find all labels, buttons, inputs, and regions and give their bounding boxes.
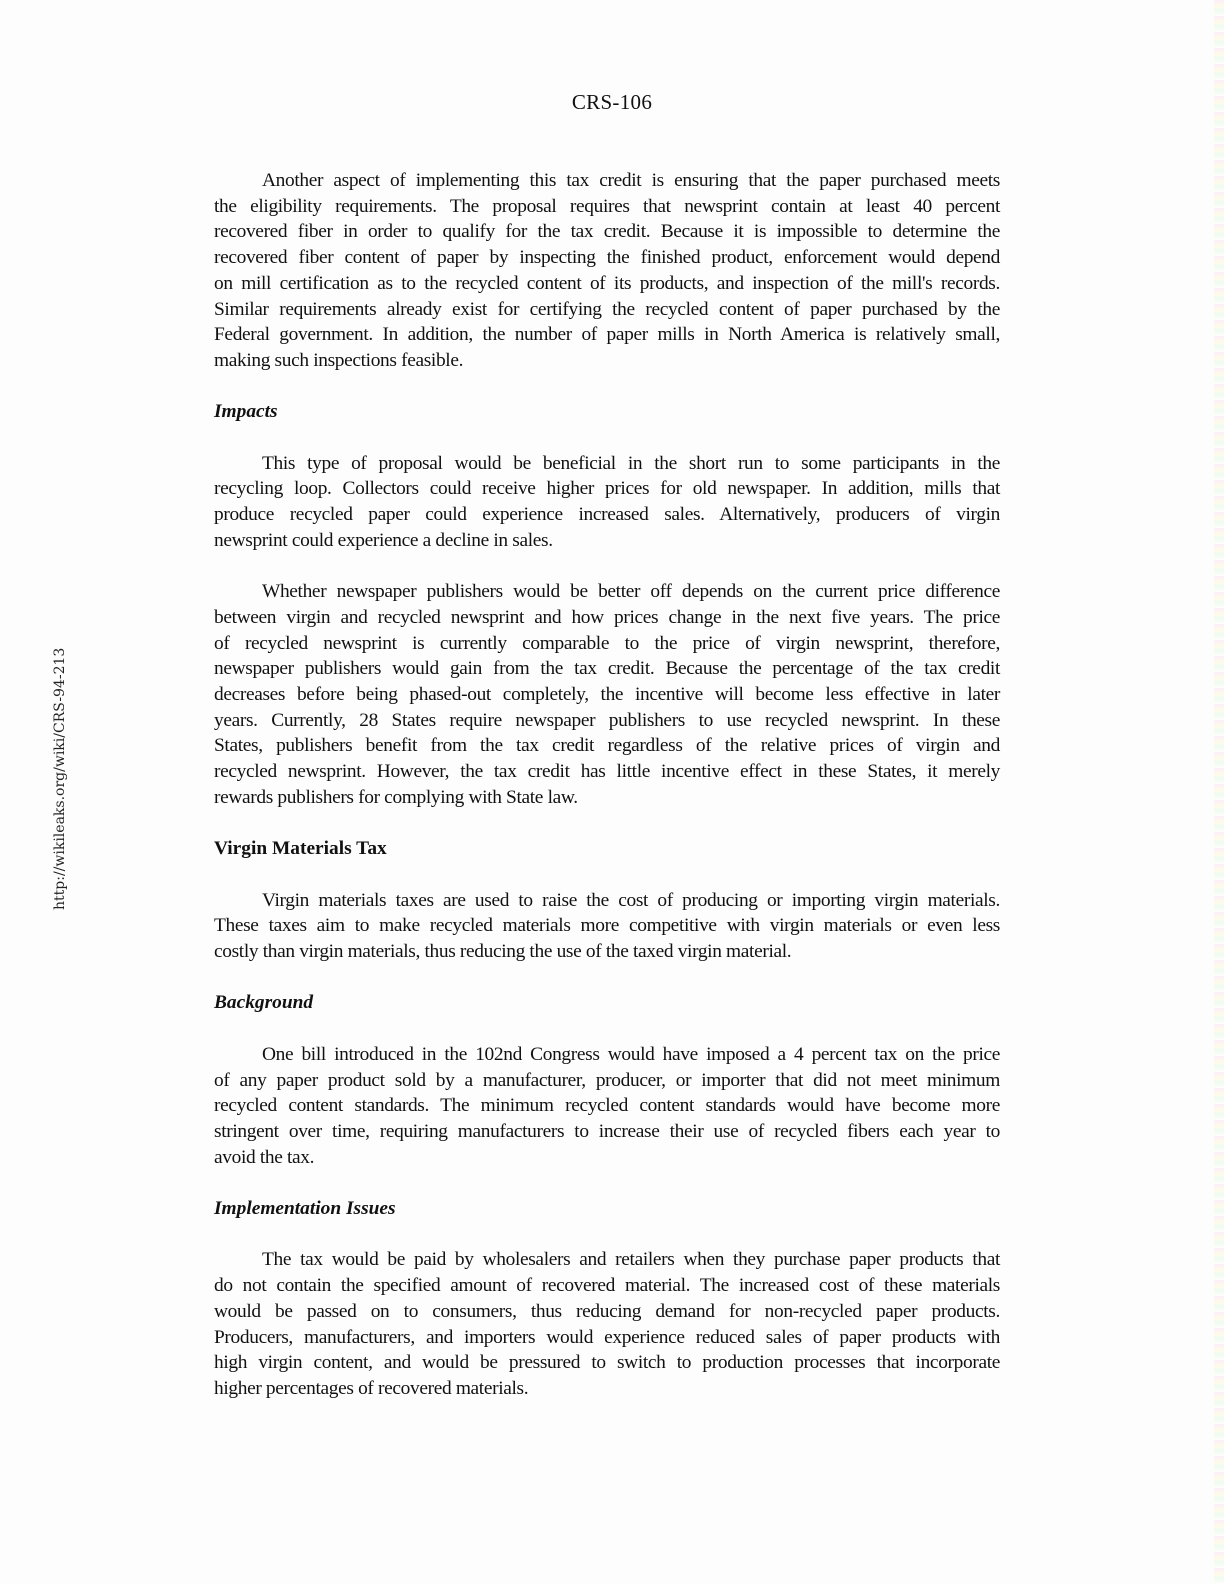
text-line: years. Currently, 28 States require newspaper publishers to use recycled newsprint. In these — [214, 709, 1000, 731]
paragraph-background — [214, 1042, 1000, 1171]
text-line: One bill introduced in the 102nd Congress would have imposed a 4 percent tax on the price — [262, 1043, 1000, 1065]
text-line: The tax would be paid by wholesalers and retailers when they purchase paper products that — [262, 1249, 1000, 1271]
text-line: This type of proposal would be beneficial in the short run to some participants in the — [262, 452, 1000, 474]
text-line: rewards publishers for complying with State law. — [214, 786, 578, 808]
text-line: would be passed on to consumers, thus reducing demand for non-recycled paper products. — [214, 1300, 1000, 1322]
text-line: Producers, manufacturers, and importers would experience reduced sales of paper products with — [214, 1326, 1000, 1348]
text-line: Similar requirements already exist for certifying the recycled content of paper purchased by the — [214, 298, 1000, 320]
text-line: do not contain the specified amount of recovered material. The increased cost of these materials — [214, 1275, 1000, 1297]
text-line: higher percentages of recovered materials. — [214, 1377, 529, 1399]
text-line: on mill certification as to the recycled content of its products, and inspection of the mill's records. — [214, 272, 1000, 294]
text-line: States, publishers benefit from the tax credit regardless of the relative prices of virgin and — [214, 735, 1000, 757]
text-line: of recycled newsprint is currently comparable to the price of virgin newsprint, therefore, — [214, 632, 1000, 654]
text-line: stringent over time, requiring manufacturers to increase their use of recycled fibers each year to — [214, 1120, 1000, 1142]
text-line: Federal government. In addition, the number of paper mills in North America is relatively small, — [214, 324, 1000, 346]
text-line: produce recycled paper could experience increased sales. Alternatively, producers of virgin — [214, 504, 1000, 526]
text-line: Another aspect of implementing this tax credit is ensuring that the paper purchased meets — [262, 170, 1000, 191]
text-line: of any paper product sold by a manufacturer, producer, or importer that did not meet minimum — [214, 1069, 1000, 1091]
text-line: newsprint could experience a decline in sales. — [214, 529, 553, 551]
paragraph-virgin-materials-tax — [214, 888, 1000, 965]
heading-impacts: Impacts — [214, 401, 278, 423]
text-line: recovered fiber in order to qualify for the tax credit. Because it is impossible to determine the — [214, 221, 1000, 243]
page-number-header: CRS-106 — [571, 90, 653, 114]
heading-implementation-issues: Implementation Issues — [214, 1198, 396, 1219]
text-line: costly than virgin materials, thus reducing the use of the taxed virgin material. — [214, 941, 792, 963]
page-edge-decoration — [1214, 0, 1224, 1584]
text-line: the eligibility requirements. The proposal requires that newsprint contain at least 40 percent — [214, 195, 1000, 217]
text-line: between virgin and recycled newsprint and how prices change in the next five years. The price — [214, 606, 1000, 628]
text-line: high virgin content, and would be pressured to switch to production processes that incorporate — [214, 1352, 1000, 1374]
text-line: Whether newspaper publishers would be better off depends on the current price difference — [262, 581, 1000, 603]
heading-virgin-materials-tax: Virgin Materials Tax — [214, 838, 387, 860]
source-url-watermark: http://wikileaks.org/wiki/CRS-94-213 — [52, 647, 68, 910]
paragraph-implementation-issues — [214, 1247, 1000, 1401]
document-body — [214, 168, 1000, 1402]
text-line: newspaper publishers would gain from the tax credit. Because the percentage of the tax credit — [214, 658, 1000, 680]
text-line: recycling loop. Collectors could receive higher prices for old newspaper. In addition, mills that — [214, 478, 1000, 500]
text-line: recovered fiber content of paper by inspecting the finished product, enforcement would depend — [214, 247, 1000, 269]
text-line: Virgin materials taxes are used to raise the cost of producing or importing virgin materials. — [262, 889, 1000, 911]
heading-background: Background — [214, 992, 314, 1014]
text-line: decreases before being phased-out completely, the incentive will become less effective in later — [214, 684, 1000, 706]
text-line: recycled newsprint. However, the tax credit has little incentive effect in these States, it merely — [214, 761, 1000, 783]
paragraph-publishers-benefit — [214, 579, 1000, 810]
text-line: making such inspections feasible. — [214, 349, 464, 371]
text-line: These taxes aim to make recycled materials more competitive with virgin materials or even less — [214, 915, 1000, 937]
paragraph-tax-credit-implementation — [214, 168, 1000, 374]
text-line: recycled content standards. The minimum recycled content standards would have become more — [214, 1095, 1000, 1117]
paragraph-impacts-short-run — [214, 451, 1000, 554]
text-line: avoid the tax. — [214, 1146, 315, 1168]
